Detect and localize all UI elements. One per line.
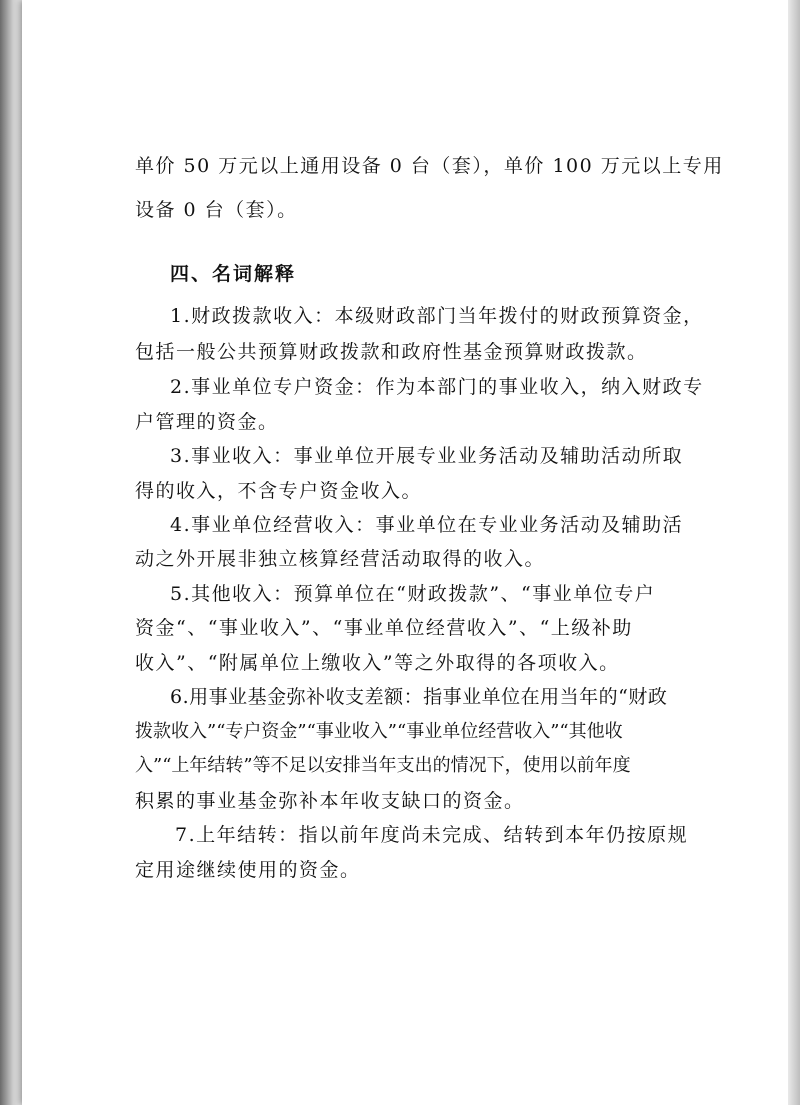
text-line: 定用途继续使用的资金。: [135, 859, 361, 881]
text-line: 4.事业单位经营收入：事业单位在专业业务活动及辅助活: [170, 514, 684, 536]
text-line: 5.其他收入：预算单位在“财政拨款”、“事业单位专户: [170, 583, 656, 605]
text-line: 6.用事业基金弥补收支差额：指事业单位在用当年的“财政: [170, 686, 668, 708]
text-line: 2.事业单位专户资金：作为本部门的事业收入，纳入财政专: [170, 376, 704, 398]
section-heading: 四、名词解释: [170, 263, 297, 285]
text-line: 得的收入，不含专户资金收入。: [135, 480, 423, 502]
text-line: 3.事业收入：事业单位开展专业业务活动及辅助活动所取: [170, 445, 684, 467]
text-line: 设备 0 台（套）。: [135, 199, 298, 221]
text-line: 单价 50 万元以上通用设备 0 台（套），单价 100 万元以上专用: [135, 155, 724, 177]
text-line: 包括一般公共预算财政拨款和政府性基金预算财政拨款。: [135, 341, 648, 363]
text-line: 1.财政拨款收入：本级财政部门当年拨付的财政预算资金，: [170, 305, 704, 327]
scan-shadow-left: [0, 0, 22, 1105]
text-line: 拨款收入”“专户资金”“事业收入”“事业单位经营收入”“其他收: [135, 721, 623, 742]
text-line: 户管理的资金。: [135, 411, 279, 433]
text-line: 收入”、“附属单位上缴收入”等之外取得的各项收入。: [135, 652, 620, 674]
text-line: 动之外开展非独立核算经营活动取得的收入。: [135, 548, 546, 570]
text-line: 资金“、“事业收入”、“事业单位经营收入”、“上级补助: [135, 617, 633, 639]
text-line: 7.上年结转：指以前年度尚未完成、结转到本年仍按原规: [175, 824, 689, 846]
text-line: 积累的事业基金弥补本年收支缺口的资金。: [135, 790, 525, 812]
text-line: 入”“上年结转”等不足以安排当年支出的情况下，使用以前年度: [135, 755, 631, 776]
scan-shadow-right: [788, 0, 800, 1105]
document-page: [22, 0, 788, 1105]
